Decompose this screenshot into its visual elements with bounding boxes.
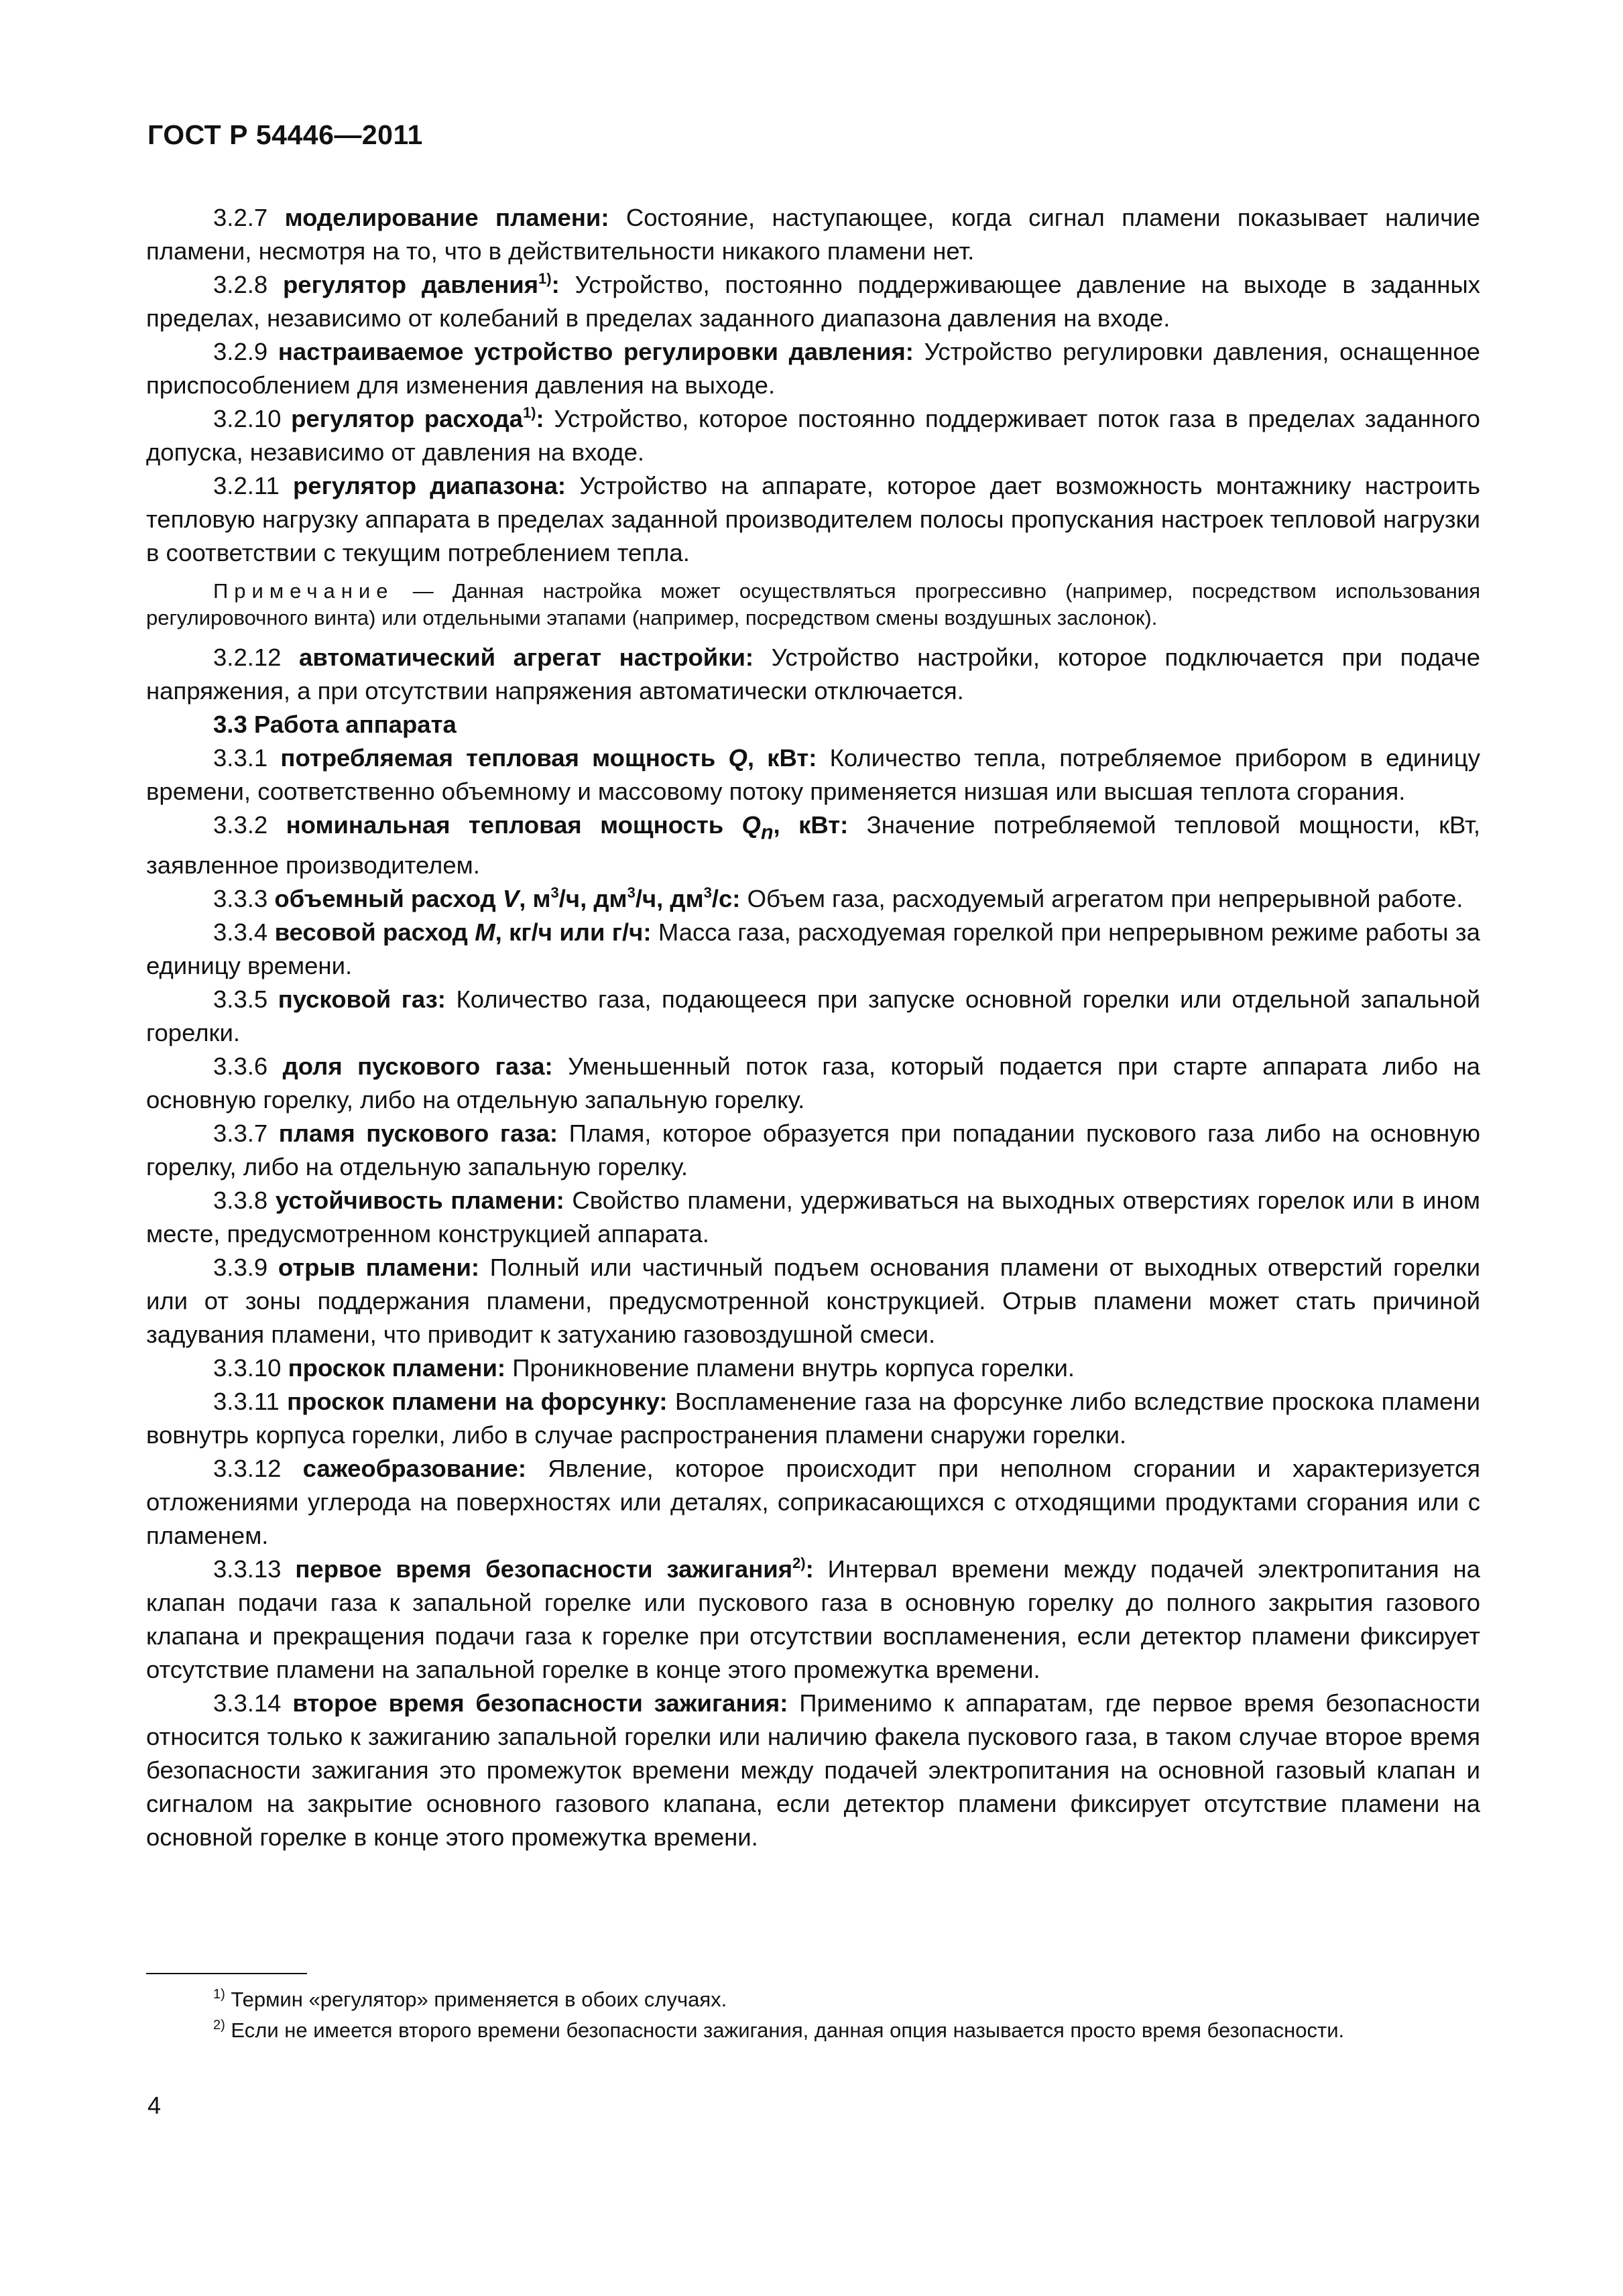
- clause-3-3-2: 3.3.2 номинальная тепловая мощность $Q_n$, кВт: Значение потребляемой тепловой мощности, кВт, заявленное производителем.: [146, 811, 1480, 880]
- definition: Применимо к аппаратам, где первое время безопасности относится только к зажиганию запальной горелки или наличию факела пускового газа, в таком случае второе время безопасности зажигания это промежуток времени между подачей электропитания на основной газовый клапан и сигналом на закрытие основного газового клапана, если детектор пламени фиксирует отсутствие пламени на основной горелке в конце этого промежутка времени.: [146, 1689, 1480, 1852]
- definition: Устройство, которое постоянно поддерживает поток газа в пределах заданного допуска, независимо от давления на входе.: [146, 405, 1480, 466]
- term: потребляемая тепловая мощность Q, кВт:: [280, 744, 817, 772]
- term: регулятор диапазона:: [293, 472, 566, 499]
- term: пусковой газ:: [278, 985, 446, 1014]
- footnotes: [146, 1986, 1480, 2047]
- definition: Значение потребляемой тепловой мощности, кВт, заявленное производителем.: [146, 811, 1480, 880]
- definition: Количество тепла, потребляемое прибором в единицу времени, соответственно объемному и массовому потоку применяется низшая или высшая теплота сгорания.: [146, 744, 1480, 805]
- definition: Уменьшенный поток газа, который подается при старте аппарата либо на основную горелку, либо на отдельную запальную горелку.: [146, 1052, 1480, 1114]
- definition: Устройство на аппарате, которое дает возможность монтажнику настроить тепловую нагрузку аппарата в пределах заданной производителем полосы пропускания настроек тепловой нагрузки в соответствии с текущим потреблением тепла.: [146, 472, 1480, 566]
- term: первое время безопасности зажигания$^{2)}$:: [295, 1555, 814, 1583]
- term: отрыв пламени:: [278, 1254, 480, 1282]
- clause-3-3-11: 3.3.11 проскок пламени на форсунку: Воспламенение газа на форсунке либо вследствие проскока пламени вовнутрь корпуса горелки, либо в случае распространения пламени снаружи горелки.: [146, 1388, 1480, 1449]
- clause-3-3-7: 3.3.7 пламя пускового газа: Пламя, которое образуется при попадании пускового газа либо на основную горелку, либо на отдельную запальную горелку.: [146, 1120, 1480, 1181]
- footnote-2: $^{2)}$ Если не имеется второго времени безопасности зажигания, данная опция называется просто время безопасности.: [213, 2018, 1345, 2042]
- definition: Интервал времени между подачей электропитания на клапан подачи газа к запальной горелке или пускового газа в основную горелку до полного закрытия газового клапана и прекращения подачи газа к горелке при отсутствии воспламенения, если детектор пламени фиксирует отсутствие пламени на запальной горелке в конце этого промежутка времени.: [146, 1555, 1480, 1684]
- term: регулятор давления$^{1)}$:: [282, 270, 560, 298]
- footnote-ref[interactable]: 1): [538, 270, 552, 287]
- definition: Количество газа, подающееся при запуске основной горелки или отдельной запальной горелки.: [146, 985, 1480, 1047]
- clause-3-3-9: 3.3.9 отрыв пламени: Полный или частичный подъем основания пламени от выходных отверстий горелки или от зоны поддержания пламени, предусмотренной конструкцией. Отрыв пламени может стать причиной задувания пламени, что приводит к затуханию газовоздушной смеси.: [146, 1254, 1480, 1349]
- note: [146, 578, 1480, 631]
- definition: Воспламенение газа на форсунке либо вследствие проскока пламени вовнутрь корпуса горелки, либо в случае распространения пламени снаружи горелки.: [146, 1388, 1480, 1449]
- clause-3-3-5: 3.3.5 пусковой газ: Количество газа, подающееся при запуске основной горелки или отдельной запальной горелки.: [146, 985, 1480, 1047]
- definition: Масса газа, расходуемая горелкой при непрерывном режиме работы за единицу времени.: [146, 918, 1480, 980]
- term: объемный расход V, $м^3/ч$, $дм^3/ч$, $дм^3/с$:: [274, 884, 741, 913]
- clause-3-2-12: 3.2.12 автоматический агрегат настройки: Устройство настройки, которое подключается при подаче напряжения, а при отсутствии напряжения автоматически отключается.: [146, 644, 1480, 705]
- term: пламя пускового газа:: [278, 1120, 558, 1148]
- definition: Устройство регулировки давления, оснащенное приспособлением для изменения давления на выходе.: [146, 338, 1480, 399]
- definition: Устройство, постоянно поддерживающее давление на выходе в заданных пределах, независимо от колебаний в пределах заданного диапазона давления на входе.: [146, 271, 1480, 332]
- clause-3-3-1: 3.3.1 потребляемая тепловая мощность Q, кВт: Количество тепла, потребляемое прибором в единицу времени, соответственно объемному и массовому потоку применяется низшая или высшая теплота сгорания.: [146, 744, 1480, 805]
- footnote-mark: 2): [213, 2018, 225, 2033]
- document-body: [146, 201, 1480, 1854]
- clause-3-3-4: 3.3.4 весовой расход M, кг/ч или г/ч: Масса газа, расходуемая горелкой при непрерывном режиме работы за единицу времени.: [146, 918, 1480, 980]
- footnote-divider: [146, 1973, 307, 1974]
- note-label: Примечание: [213, 579, 394, 603]
- clause-3-3-12: 3.3.12 сажеобразование: Явление, которое происходит при неполном сгорании и характеризуется отложениями углерода на поверхностях или деталях, соприкасающихся с отходящими продуктами сгорания или с пламенем.: [146, 1455, 1480, 1550]
- document-header: ГОСТ Р 54446—2011: [147, 119, 423, 150]
- term: сажеобразование:: [302, 1455, 527, 1483]
- definition: Устройство настройки, которое подключается при подаче напряжения, а при отсутствии напряжения автоматически отключается.: [146, 644, 1480, 705]
- footnote-ref[interactable]: 2): [792, 1555, 806, 1572]
- footnote-ref[interactable]: 1): [522, 404, 536, 421]
- clause-3-2-7: 3.2.7 моделирование пламени: Состояние, наступающее, когда сигнал пламени показывает наличие пламени, несмотря на то, что в действительности никакого пламени нет.: [146, 204, 1480, 265]
- note-text: — Данная настройка может осуществляться прогрессивно (например, посредством использования регулировочного винта) или отдельными этапами (например, посредством смены воздушных заслонок).: [146, 579, 1480, 629]
- clause-3-3-3: 3.3.3 объемный расход V, $м^3/ч$, $дм^3/ч$, $дм^3/с$: Объем газа, расходуемый агрегатом при непрерывной работе.: [213, 884, 1463, 913]
- footnote-mark: 1): [213, 1987, 225, 2002]
- section-heading-3-3: 3.3 Работа аппарата: [213, 711, 457, 738]
- term: весовой расход M, кг/ч или г/ч:: [274, 918, 652, 947]
- term: моделирование пламени:: [284, 204, 609, 231]
- definition: Пламя, которое образуется при попадании пускового газа либо на основную горелку, либо на отдельную запальную горелку.: [146, 1120, 1480, 1181]
- term: настраиваемое устройство регулировки давления:: [278, 338, 914, 365]
- term: второе время безопасности зажигания:: [292, 1689, 788, 1717]
- clause-3-3-14: 3.3.14 второе время безопасности зажигания: Применимо к аппаратам, где первое время безопасности относится только к зажиганию запальной горелки или наличию факела пускового газа, в таком случае второе время безопасности зажигания это промежуток времени между подачей электропитания на основной газовый клапан и сигналом на закрытие основного газового клапана, если детектор пламени фиксирует отсутствие пламени на основной горелке в конце этого промежутка времени.: [146, 1689, 1480, 1852]
- term: номинальная тепловая мощность $Q_n$, кВт:: [286, 811, 849, 844]
- clause-3-3-13: 3.3.13 первое время безопасности зажигания$^{2)}$: Интервал времени между подачей электропитания на клапан подачи газа к запальной горелке или пускового газа в основную горелку до полного закрытия газового клапана и прекращения подачи газа к горелке при отсутствии воспламенения, если детектор пламени фиксирует отсутствие пламени на запальной горелке в конце этого промежутка времени.: [146, 1555, 1480, 1684]
- definition: Состояние, наступающее, когда сигнал пламени показывает наличие пламени, несмотря на то, что в действительности никакого пламени нет.: [146, 204, 1480, 265]
- clause-3-3-10: 3.3.10 проскок пламени: Проникновение пламени внутрь корпуса горелки.: [213, 1354, 1075, 1382]
- term: проскок пламени на форсунку:: [287, 1388, 668, 1416]
- clause-3-3-6: 3.3.6 доля пускового газа: Уменьшенный поток газа, который подается при старте аппарата либо на основную горелку, либо на отдельную запальную горелку.: [146, 1052, 1480, 1114]
- term: проскок пламени:: [288, 1354, 506, 1382]
- definition: Объем газа, расходуемый агрегатом при непрерывной работе.: [747, 885, 1463, 913]
- definition: Проникновение пламени внутрь корпуса горелки.: [512, 1354, 1075, 1382]
- definition: Явление, которое происходит при неполном сгорании и характеризуется отложениями углерода на поверхностях или деталях, соприкасающихся с отходящими продуктами сгорания или с пламенем.: [146, 1455, 1480, 1550]
- term: автоматический агрегат настройки:: [299, 644, 754, 671]
- clause-3-2-9: 3.2.9 настраиваемое устройство регулировки давления: Устройство регулировки давления, оснащенное приспособлением для изменения давления на выходе.: [146, 338, 1480, 399]
- term: устойчивость пламени:: [275, 1187, 564, 1215]
- definition: Полный или частичный подъем основания пламени от выходных отверстий горелки или от зоны поддержания пламени, предусмотренной конструкцией. Отрыв пламени может стать причиной задувания пламени, что приводит к затуханию газовоздушной смеси.: [146, 1254, 1480, 1349]
- clause-3-3-8: 3.3.8 устойчивость пламени: Свойство пламени, удерживаться на выходных отверстиях горелок или в ином месте, предусмотренном конструкцией аппарата.: [146, 1187, 1480, 1248]
- clause-3-2-11: 3.2.11 регулятор диапазона: Устройство на аппарате, которое дает возможность монтажнику настроить тепловую нагрузку аппарата в пределах заданной производителем полосы пропускания настроек тепловой нагрузки в соответствии с текущим потреблением тепла.: [146, 472, 1480, 566]
- clause-3-2-8: 3.2.8 регулятор давления$^{1)}$: Устройство, постоянно поддерживающее давление на выходе в заданных пределах, независимо от колебаний в пределах заданного диапазона давления на входе.: [146, 270, 1480, 332]
- term: доля пускового газа:: [282, 1052, 553, 1081]
- definition: Свойство пламени, удерживаться на выходных отверстиях горелок или в ином месте, предусмотренном конструкцией аппарата.: [146, 1187, 1480, 1248]
- page-number: 4: [147, 2092, 162, 2119]
- term: регулятор расхода$^{1)}$:: [291, 404, 544, 432]
- footnote-1: $^{1)}$ Термин «регулятор» применяется в обоих случаях.: [213, 1987, 727, 2011]
- clause-3-2-10: 3.2.10 регулятор расхода$^{1)}$: Устройство, которое постоянно поддерживает поток газа в пределах заданного допуска, независимо от давления на входе.: [146, 404, 1480, 466]
